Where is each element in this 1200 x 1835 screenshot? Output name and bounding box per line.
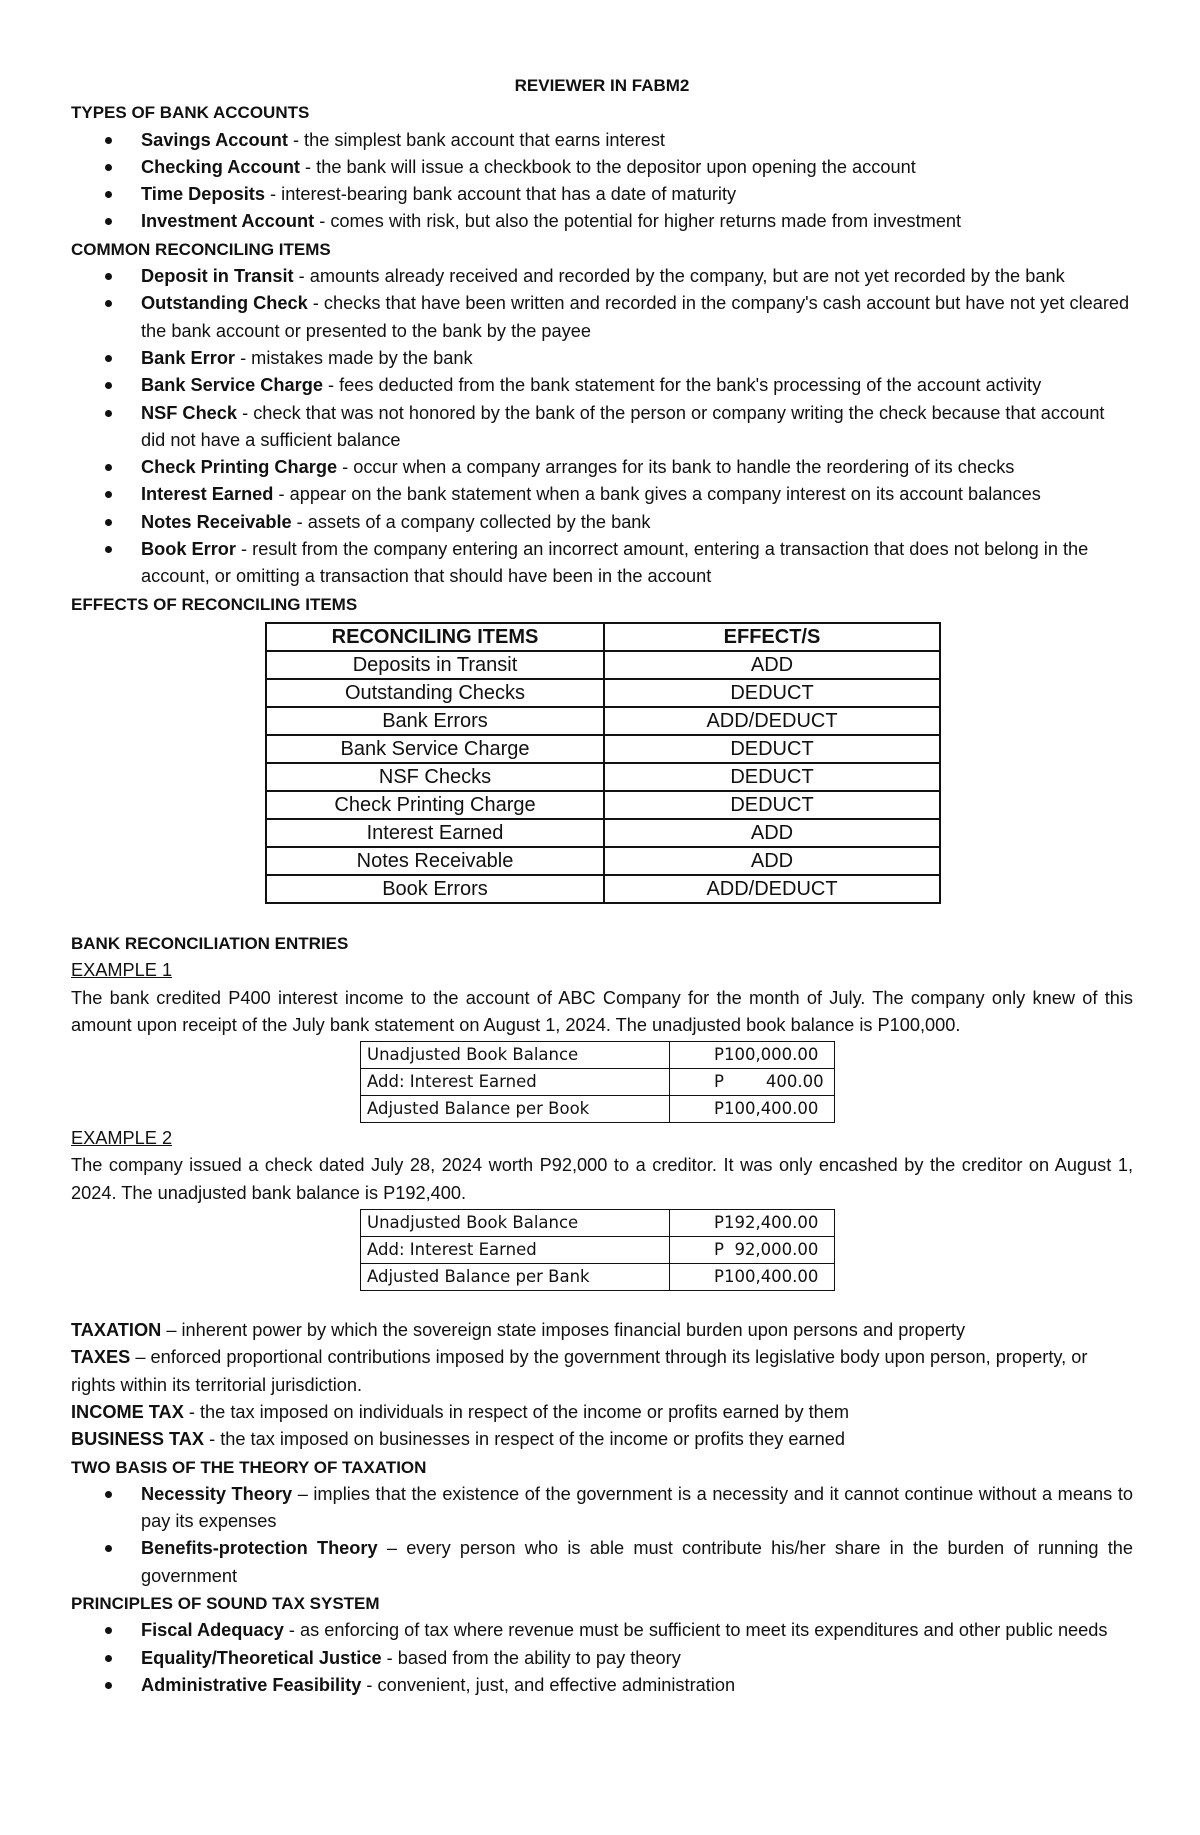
list-item: [141, 1672, 1133, 1699]
term: Check Printing Charge: [141, 457, 338, 478]
list-item: [141, 1481, 1133, 1536]
definition: - mistakes made by the bank: [235, 347, 473, 368]
term: Investment Account: [141, 211, 315, 232]
table-row: [361, 1210, 835, 1237]
table-row: [266, 875, 940, 903]
term: Outstanding Check: [141, 293, 308, 314]
definition: - the bank will issue a checkbook to the depositor upon opening the account: [300, 156, 916, 177]
list-item: [141, 372, 1133, 399]
table-cell: Bank Service Charge: [266, 735, 604, 763]
table-cell: Deposits in Transit: [266, 651, 604, 679]
definition-income-tax: [71, 1399, 1133, 1426]
section-heading-principles: PRINCIPLES OF SOUND TAX SYSTEM: [71, 1593, 380, 1613]
table-row: [266, 707, 940, 735]
example-2-text: The company issued a check dated July 28, 2024 worth P92,000 to a creditor. It was only encashed by the creditor on August 1, 2024. The unadjusted bank balance is P192,400.: [71, 1155, 1133, 1203]
term: Necessity Theory: [141, 1483, 293, 1504]
effects-table: [265, 622, 941, 904]
term: TAXES: [71, 1347, 131, 1368]
table-cell: Add: Interest Earned: [361, 1069, 670, 1096]
term: Deposit in Transit: [141, 266, 294, 287]
list-item: [141, 509, 1133, 536]
definition: - checks that have been written and recorded in the company's cash account but have not yet cleared the bank account or presented to the bank by the payee: [141, 293, 1130, 341]
definition: - the tax imposed on individuals in respect of the income or profits earned by them: [183, 1401, 850, 1422]
term: Fiscal Adequacy: [141, 1620, 284, 1641]
term: Notes Receivable: [141, 511, 292, 532]
table-cell: DEDUCT: [604, 763, 940, 791]
table-cell: Add: Interest Earned: [361, 1237, 670, 1264]
term: Bank Service Charge: [141, 375, 323, 396]
page-title: REVIEWER IN FABM2: [514, 76, 690, 95]
table-cell: DEDUCT: [604, 735, 940, 763]
example-2-label: EXAMPLE 2: [71, 1128, 173, 1149]
table-cell: ADD: [604, 819, 940, 847]
definition: - as enforcing of tax where revenue must be sufficient to meet its expenditures and other public needs: [283, 1620, 1108, 1641]
table-cell: Book Errors: [266, 875, 604, 903]
definition: – every person who is able must contribute his/her share in the burden of running the government: [141, 1538, 1134, 1586]
table-cell: Unadjusted Book Balance: [361, 1210, 670, 1237]
tax-principles-list: [71, 1617, 1133, 1699]
table-row: [361, 1237, 835, 1264]
definition: – enforced proportional contributions imposed by the government through its legislative body upon person, property, or rights within its territorial jurisdiction.: [71, 1347, 1088, 1395]
list-item: [141, 481, 1133, 508]
definition-taxation: [71, 1317, 1133, 1344]
example-2-table: [360, 1209, 835, 1291]
bank-account-types-list: [71, 127, 1133, 236]
definition: - comes with risk, but also the potential for higher returns made from investment: [314, 211, 962, 232]
taxation-basis-list: [71, 1481, 1133, 1590]
table-cell: Unadjusted Book Balance: [361, 1042, 670, 1069]
definition: - the simplest bank account that earns interest: [287, 129, 665, 150]
table-cell: DEDUCT: [604, 791, 940, 819]
definition: – inherent power by which the sovereign state imposes financial burden upon persons and property: [161, 1320, 966, 1341]
list-item: [141, 290, 1133, 345]
example-1-text: The bank credited P400 interest income to the account of ABC Company for the month of July. The company only knew of this amount upon receipt of the July bank statement on August 1, 2024. The unadjusted book balance is P100,000.: [71, 987, 1133, 1035]
table-cell: NSF Checks: [266, 763, 604, 791]
example-1-label: EXAMPLE 1: [71, 960, 173, 981]
column-header: RECONCILING ITEMS: [266, 623, 604, 651]
table-cell: ADD/DEDUCT: [604, 875, 940, 903]
list-item: [141, 536, 1133, 591]
list-item: [141, 127, 1133, 154]
definition: - fees deducted from the bank statement for the bank's processing of the account activity: [322, 375, 1042, 396]
definition: - occur when a company arranges for its bank to handle the reordering of its checks: [337, 457, 1015, 478]
term: Administrative Feasibility: [141, 1674, 362, 1695]
table-row: [361, 1069, 835, 1096]
definition: - the tax imposed on businesses in respect of the income or profits they earned: [204, 1429, 846, 1450]
table-cell: P192,400.00: [670, 1210, 835, 1237]
definition: - appear on the bank statement when a bank gives a company interest on its account balances: [273, 484, 1041, 505]
section-heading-basis: TWO BASIS OF THE THEORY OF TAXATION: [71, 1457, 427, 1477]
term: Benefits-protection Theory: [141, 1538, 378, 1559]
reconciling-items-list: [71, 263, 1133, 591]
table-cell: Notes Receivable: [266, 847, 604, 875]
definition: - based from the ability to pay theory: [381, 1647, 681, 1668]
table-cell: P 400.00: [670, 1069, 835, 1096]
list-item: [141, 263, 1133, 290]
table-cell: P100,400.00: [670, 1096, 835, 1123]
table-cell: Bank Errors: [266, 707, 604, 735]
table-row: [361, 1264, 835, 1291]
document-page: [71, 72, 1133, 1699]
list-item: [141, 181, 1133, 208]
term: Bank Error: [141, 347, 236, 368]
table-row: [266, 735, 940, 763]
term: Checking Account: [141, 156, 300, 177]
table-cell: P 92,000.00: [670, 1237, 835, 1264]
table-row: [361, 1042, 835, 1069]
definition: - interest-bearing bank account that has a date of maturity: [264, 184, 737, 205]
term: INCOME TAX: [71, 1401, 184, 1422]
term: Interest Earned: [141, 484, 274, 505]
definition: – implies that the existence of the government is a necessity and it cannot continue without a means to pay its expenses: [141, 1483, 1133, 1532]
term: TAXATION: [71, 1320, 162, 1341]
table-cell: ADD/DEDUCT: [604, 707, 940, 735]
section-heading-common: COMMON RECONCILING ITEMS: [71, 239, 331, 259]
table-row: [266, 679, 940, 707]
definition: - assets of a company collected by the bank: [291, 511, 651, 532]
term: Time Deposits: [141, 184, 265, 205]
table-header-row: [266, 623, 940, 651]
term: BUSINESS TAX: [71, 1429, 205, 1450]
definition-taxes: [71, 1344, 1133, 1399]
definition-business-tax: [71, 1426, 1133, 1453]
column-header: EFFECT/S: [604, 623, 940, 651]
list-item: [141, 1617, 1133, 1644]
list-item: [141, 154, 1133, 181]
term: Savings Account: [141, 129, 288, 150]
list-item: [141, 1645, 1133, 1672]
example-1-table: [360, 1041, 835, 1123]
term: Book Error: [141, 539, 236, 560]
table-cell: ADD: [604, 651, 940, 679]
table-cell: ADD: [604, 847, 940, 875]
table-cell: Interest Earned: [266, 819, 604, 847]
list-item: [141, 454, 1133, 481]
table-cell: P100,400.00: [670, 1264, 835, 1291]
section-heading-types: TYPES OF BANK ACCOUNTS: [71, 103, 310, 123]
term: NSF Check: [141, 402, 238, 423]
definition: - check that was not honored by the bank of the person or company writing the check because that account did not have a sufficient balance: [141, 402, 1105, 450]
definition: - convenient, just, and effective administration: [361, 1674, 736, 1695]
table-cell: DEDUCT: [604, 679, 940, 707]
definition: - amounts already received and recorded by the company, but are not yet recorded by the bank: [293, 266, 1065, 287]
list-item: [141, 1535, 1133, 1590]
term: Equality/Theoretical Justice: [141, 1647, 382, 1668]
table-row: [361, 1096, 835, 1123]
table-cell: Outstanding Checks: [266, 679, 604, 707]
list-item: [141, 208, 1133, 235]
table-row: [266, 651, 940, 679]
definition: - result from the company entering an incorrect amount, entering a transaction that does not belong in the account, or omitting a transaction that should have been in the account: [141, 539, 1089, 587]
table-cell: Check Printing Charge: [266, 791, 604, 819]
table-cell: P100,000.00: [670, 1042, 835, 1069]
section-heading-entries: BANK RECONCILIATION ENTRIES: [71, 933, 349, 953]
list-item: [141, 345, 1133, 372]
table-row: [266, 819, 940, 847]
table-row: [266, 791, 940, 819]
table-cell: Adjusted Balance per Bank: [361, 1264, 670, 1291]
list-item: [141, 400, 1133, 455]
section-heading-effects: EFFECTS OF RECONCILING ITEMS: [71, 594, 358, 614]
table-row: [266, 763, 940, 791]
table-row: [266, 847, 940, 875]
table-cell: Adjusted Balance per Book: [361, 1096, 670, 1123]
